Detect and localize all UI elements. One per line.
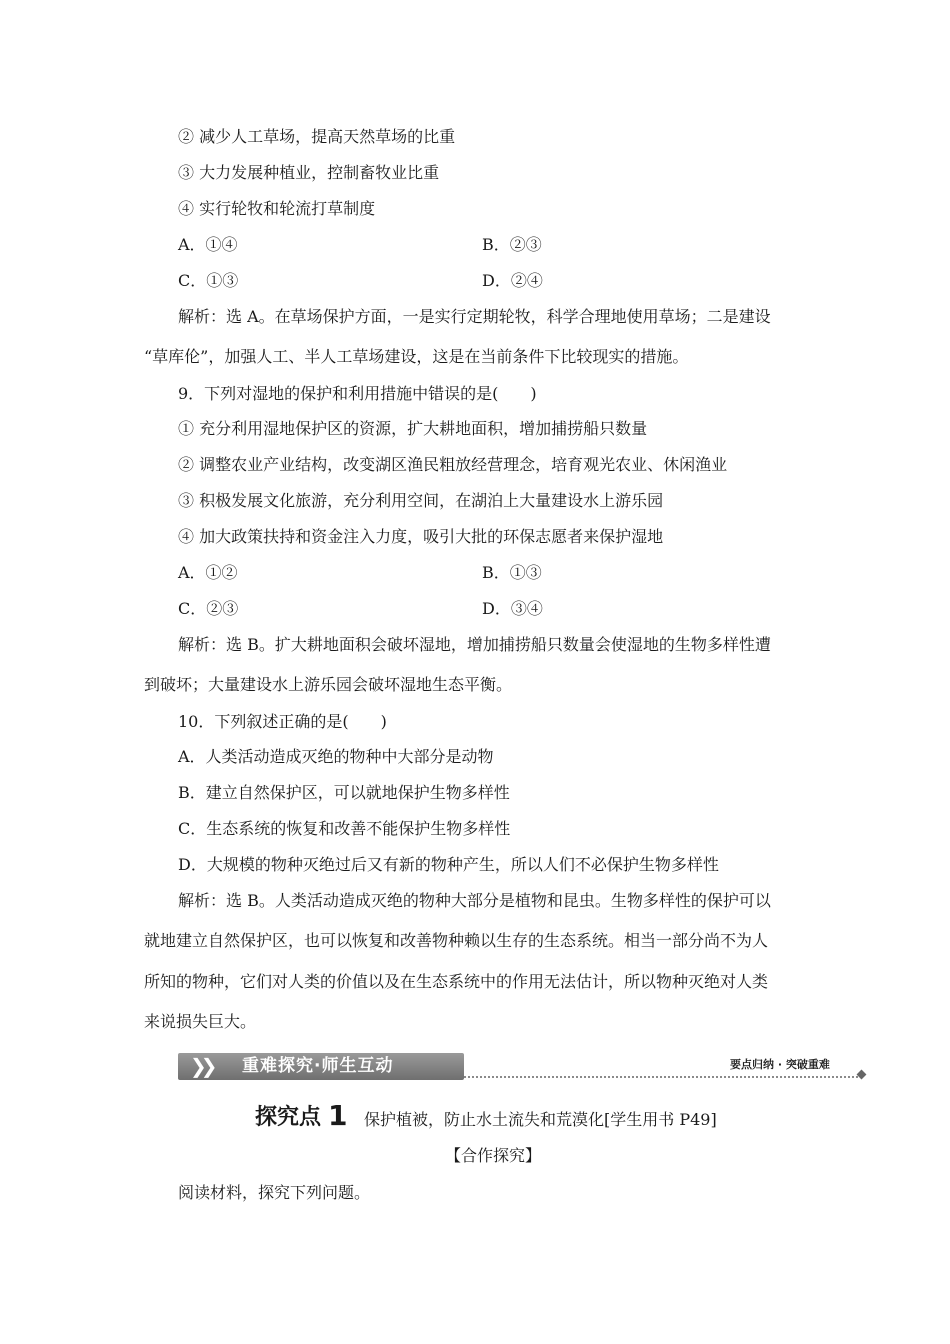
q8-option-d: D．②④ — [482, 271, 543, 290]
q9-item-4: ④ 加大政策扶持和资金注入力度，吸引大批的环保志愿者来保护湿地 — [178, 527, 664, 546]
section-banner-subtitle: 要点归纳 · 突破重难 — [730, 1058, 830, 1071]
double-chevron-icon: ❯❯ — [190, 1054, 212, 1078]
section-banner-title: 重难探究·师生互动 — [242, 1056, 394, 1076]
q9-analysis-line-1: 解析：选 B。扩大耕地面积会破坏湿地，增加捕捞船只数量会使湿地的生物多样性遭 — [178, 635, 771, 654]
q8-analysis-line-2: “草库伦”，加强人工、半人工草场建设，这是在当前条件下比较现实的措施。 — [144, 347, 689, 366]
instruction-text: 阅读材料，探究下列问题。 — [178, 1183, 371, 1202]
q8-option-b: B．②③ — [482, 235, 542, 254]
q8-analysis-line-1: 解析：选 A。在草场保护方面，一是实行定期轮牧，科学合理地使用草场；二是建设 — [178, 307, 771, 326]
section-banner — [178, 1053, 464, 1080]
q10-option-b: B．建立自然保护区，可以就地保护生物多样性 — [178, 783, 510, 802]
q9-option-c: C．②③ — [178, 599, 239, 618]
inquiry-point-number: 1 — [328, 1099, 348, 1132]
q8-option-a: A．①④ — [178, 235, 238, 254]
q10-analysis-line-4: 来说损失巨大。 — [144, 1012, 257, 1031]
q9-option-b: B．①③ — [482, 563, 542, 582]
q10-stem: 10．下列叙述正确的是( ) — [178, 712, 387, 731]
section-divider — [464, 1076, 862, 1078]
inquiry-point-label: 探究点 — [255, 1105, 322, 1130]
q10-analysis-line-1: 解析：选 B。人类活动造成灭绝的物种大部分是植物和昆虫。生物多样性的保护可以 — [178, 891, 771, 910]
q9-stem: 9．下列对湿地的保护和利用措施中错误的是( ) — [178, 384, 537, 403]
q8-item-2: ② 减少人工草场，提高天然草场的比重 — [178, 127, 456, 146]
q9-item-3: ③ 积极发展文化旅游，充分利用空间，在湖泊上大量建设水上游乐园 — [178, 491, 664, 510]
cooperative-inquiry-heading: 【合作探究】 — [445, 1146, 542, 1165]
q8-option-c: C．①③ — [178, 271, 239, 290]
q8-item-3: ③ 大力发展种植业，控制畜牧业比重 — [178, 163, 440, 182]
q9-item-2: ② 调整农业产业结构，改变湖区渔民粗放经营理念，培育观光农业、休闲渔业 — [178, 455, 728, 474]
q10-option-d: D．大规模的物种灭绝过后又有新的物种产生，所以人们不必保护生物多样性 — [178, 855, 719, 874]
q9-option-d: D．③④ — [482, 599, 543, 618]
q8-item-4: ④ 实行轮牧和轮流打草制度 — [178, 199, 376, 218]
inquiry-point-title: 保护植被，防止水土流失和荒漠化[学生用书 P49] — [364, 1110, 717, 1129]
q10-option-c: C．生态系统的恢复和改善不能保护生物多样性 — [178, 819, 511, 838]
q9-option-a: A．①② — [178, 563, 238, 582]
q9-analysis-line-2: 到破坏；大量建设水上游乐园会破坏湿地生态平衡。 — [144, 675, 513, 694]
q10-analysis-line-2: 就地建立自然保护区，也可以恢复和改善物种赖以生存的生态系统。相当一部分尚不为人 — [144, 931, 769, 950]
q10-analysis-line-3: 所知的物种，它们对人类的价值以及在生态系统中的作用无法估计，所以物种灭绝对人类 — [144, 972, 769, 991]
q10-option-a: A．人类活动造成灭绝的物种中大部分是动物 — [178, 747, 494, 766]
q9-item-1: ① 充分利用湿地保护区的资源，扩大耕地面积，增加捕捞船只数量 — [178, 419, 648, 438]
